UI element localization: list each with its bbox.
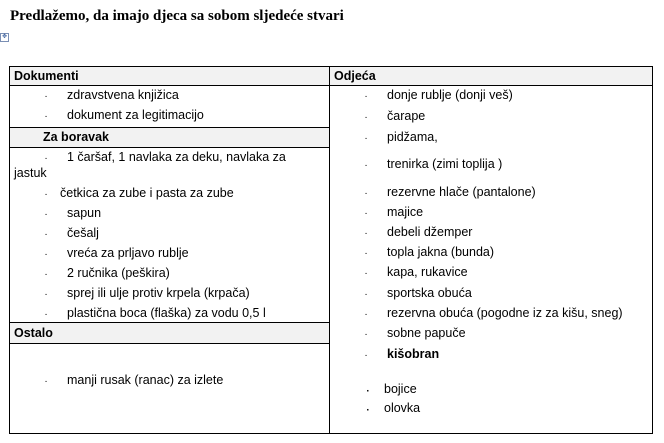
bullet: · (44, 289, 48, 300)
list-item: trenirka (zimi toplija ) (387, 157, 503, 171)
bullet: · (44, 309, 48, 320)
move-handle-icon[interactable]: ✥ (1, 34, 8, 40)
divider-before-ostalo (10, 322, 329, 323)
header-band-ostalo (10, 323, 329, 343)
packing-list-table (9, 66, 653, 434)
list-item: plastična boca (flaška) za vodu 0,5 l (67, 306, 266, 320)
list-item: dokument za legitimacijo (67, 108, 204, 122)
list-item: 1 čaršaf, 1 navlaka za deku, navlaka za (67, 150, 286, 164)
list-item: topla jakna (bunda) (387, 245, 495, 259)
list-item: rezervna obuća (pogodne iz za kišu, sneg) (387, 306, 623, 320)
list-item: vreća za prljavo rublje (67, 246, 189, 260)
section-header-za-boravak: Za boravak (43, 130, 110, 144)
list-item: majice (387, 205, 424, 219)
list-item: kišobran (387, 347, 440, 361)
column-divider (329, 67, 330, 433)
header-band-odjeca (330, 67, 652, 85)
divider-after-ostalo (10, 343, 329, 344)
bullet: · (44, 269, 48, 280)
bullet: · (364, 208, 368, 219)
bullet: · (44, 249, 48, 260)
list-item: bojice (384, 382, 417, 396)
bullet: · (364, 188, 368, 199)
bullet: · (364, 228, 368, 239)
bullet: · (44, 153, 48, 164)
list-item: debeli džemper (387, 225, 473, 239)
list-item: četkica za zube i pasta za zube (60, 186, 234, 200)
list-item: sprej ili ulje protiv krpela (krpača) (67, 286, 250, 300)
bullet: · (364, 309, 368, 320)
bullet: · (364, 133, 368, 144)
bullet: · (364, 268, 368, 279)
bullet: · (366, 386, 370, 397)
section-header-ostalo: Ostalo (14, 326, 53, 340)
bullet: · (364, 350, 368, 361)
divider-before-za-boravak (10, 127, 329, 128)
list-item: čarape (387, 109, 426, 123)
bullet: · (44, 111, 48, 122)
bullet: · (364, 289, 368, 300)
section-header-odjeca: Odjeća (334, 69, 376, 83)
list-item: rezervne hlače (pantalone) (387, 185, 536, 199)
list-item: 2 ručnika (peškira) (67, 266, 170, 280)
section-header-dokumenti: Dokumenti (14, 69, 79, 83)
list-item: donje rublje (donji veš) (387, 88, 513, 102)
bullet: · (364, 112, 368, 123)
bullet: · (364, 329, 368, 340)
bullet: · (44, 376, 48, 387)
list-item: manji rusak (ranac) za izlete (67, 373, 224, 387)
bullet: · (44, 209, 48, 220)
bullet: · (364, 91, 368, 102)
divider-after-za-boravak (10, 147, 329, 148)
list-item-continuation: jastuk (14, 166, 47, 180)
bullet: · (44, 189, 48, 200)
list-item: pidžama, (387, 130, 438, 144)
list-item: zdravstvena knjižica (67, 88, 179, 102)
bullet: · (364, 160, 368, 171)
header-row-divider (10, 85, 652, 86)
bullet: · (366, 405, 370, 416)
list-item: sobne papuče (387, 326, 466, 340)
bullet: · (44, 91, 48, 102)
list-item: sapun (67, 206, 102, 220)
bullet: · (364, 248, 368, 259)
bullet: · (44, 229, 48, 240)
page-title: Predlažemo, da imajo djeca sa sobom sljedeće stvari (10, 8, 344, 24)
list-item: olovka (384, 401, 421, 415)
list-item: češalj (67, 226, 99, 240)
list-item: sportska obuća (387, 286, 472, 300)
list-item: kapa, rukavice (387, 265, 468, 279)
